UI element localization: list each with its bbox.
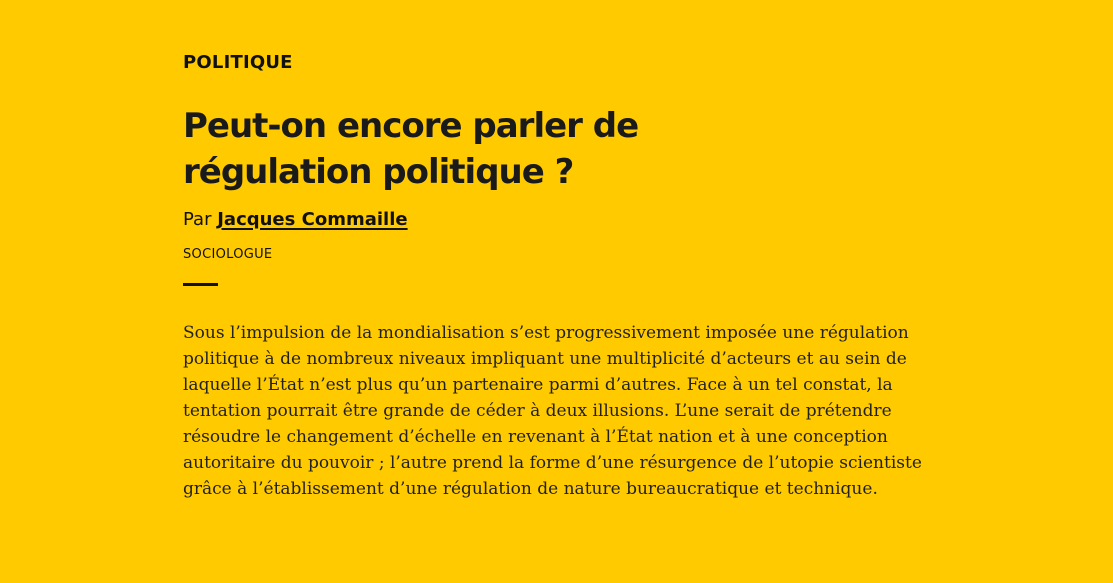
author-link[interactable]: Jacques Commaille [217, 209, 408, 230]
article-title-line-2: régulation politique ? [183, 152, 574, 192]
article-header [183, 50, 943, 502]
article-title-line-1: Peut-on encore parler de [183, 106, 639, 146]
byline [183, 207, 943, 233]
divider [183, 283, 218, 286]
article-title [183, 103, 943, 195]
article-summary: Sous l’impulsion de la mondialisation s’est progressivement imposée une régulation politique à de nombreux niveaux impliquant une multiplicité d’acteurs et au sein de laquelle l’État n’est plus qu’un partenaire parmi d’autres. Face à un tel constat, la tentation pourrait être grande de céder à deux illusions. L’une serait de prétendre résoudre le changement d’échelle en revenant à l’État nation et à une conception autoritaire du pouvoir ; l’autre prend la forme d’une résurgence de l’utopie scientiste grâce à l’établissement d’une régulation de nature bureaucratique et technique. [183, 323, 922, 499]
category-label[interactable]: POLITIQUE [183, 52, 293, 73]
author-role: SOCIOLOGUE [183, 247, 273, 262]
byline-prefix: Par [183, 209, 212, 230]
